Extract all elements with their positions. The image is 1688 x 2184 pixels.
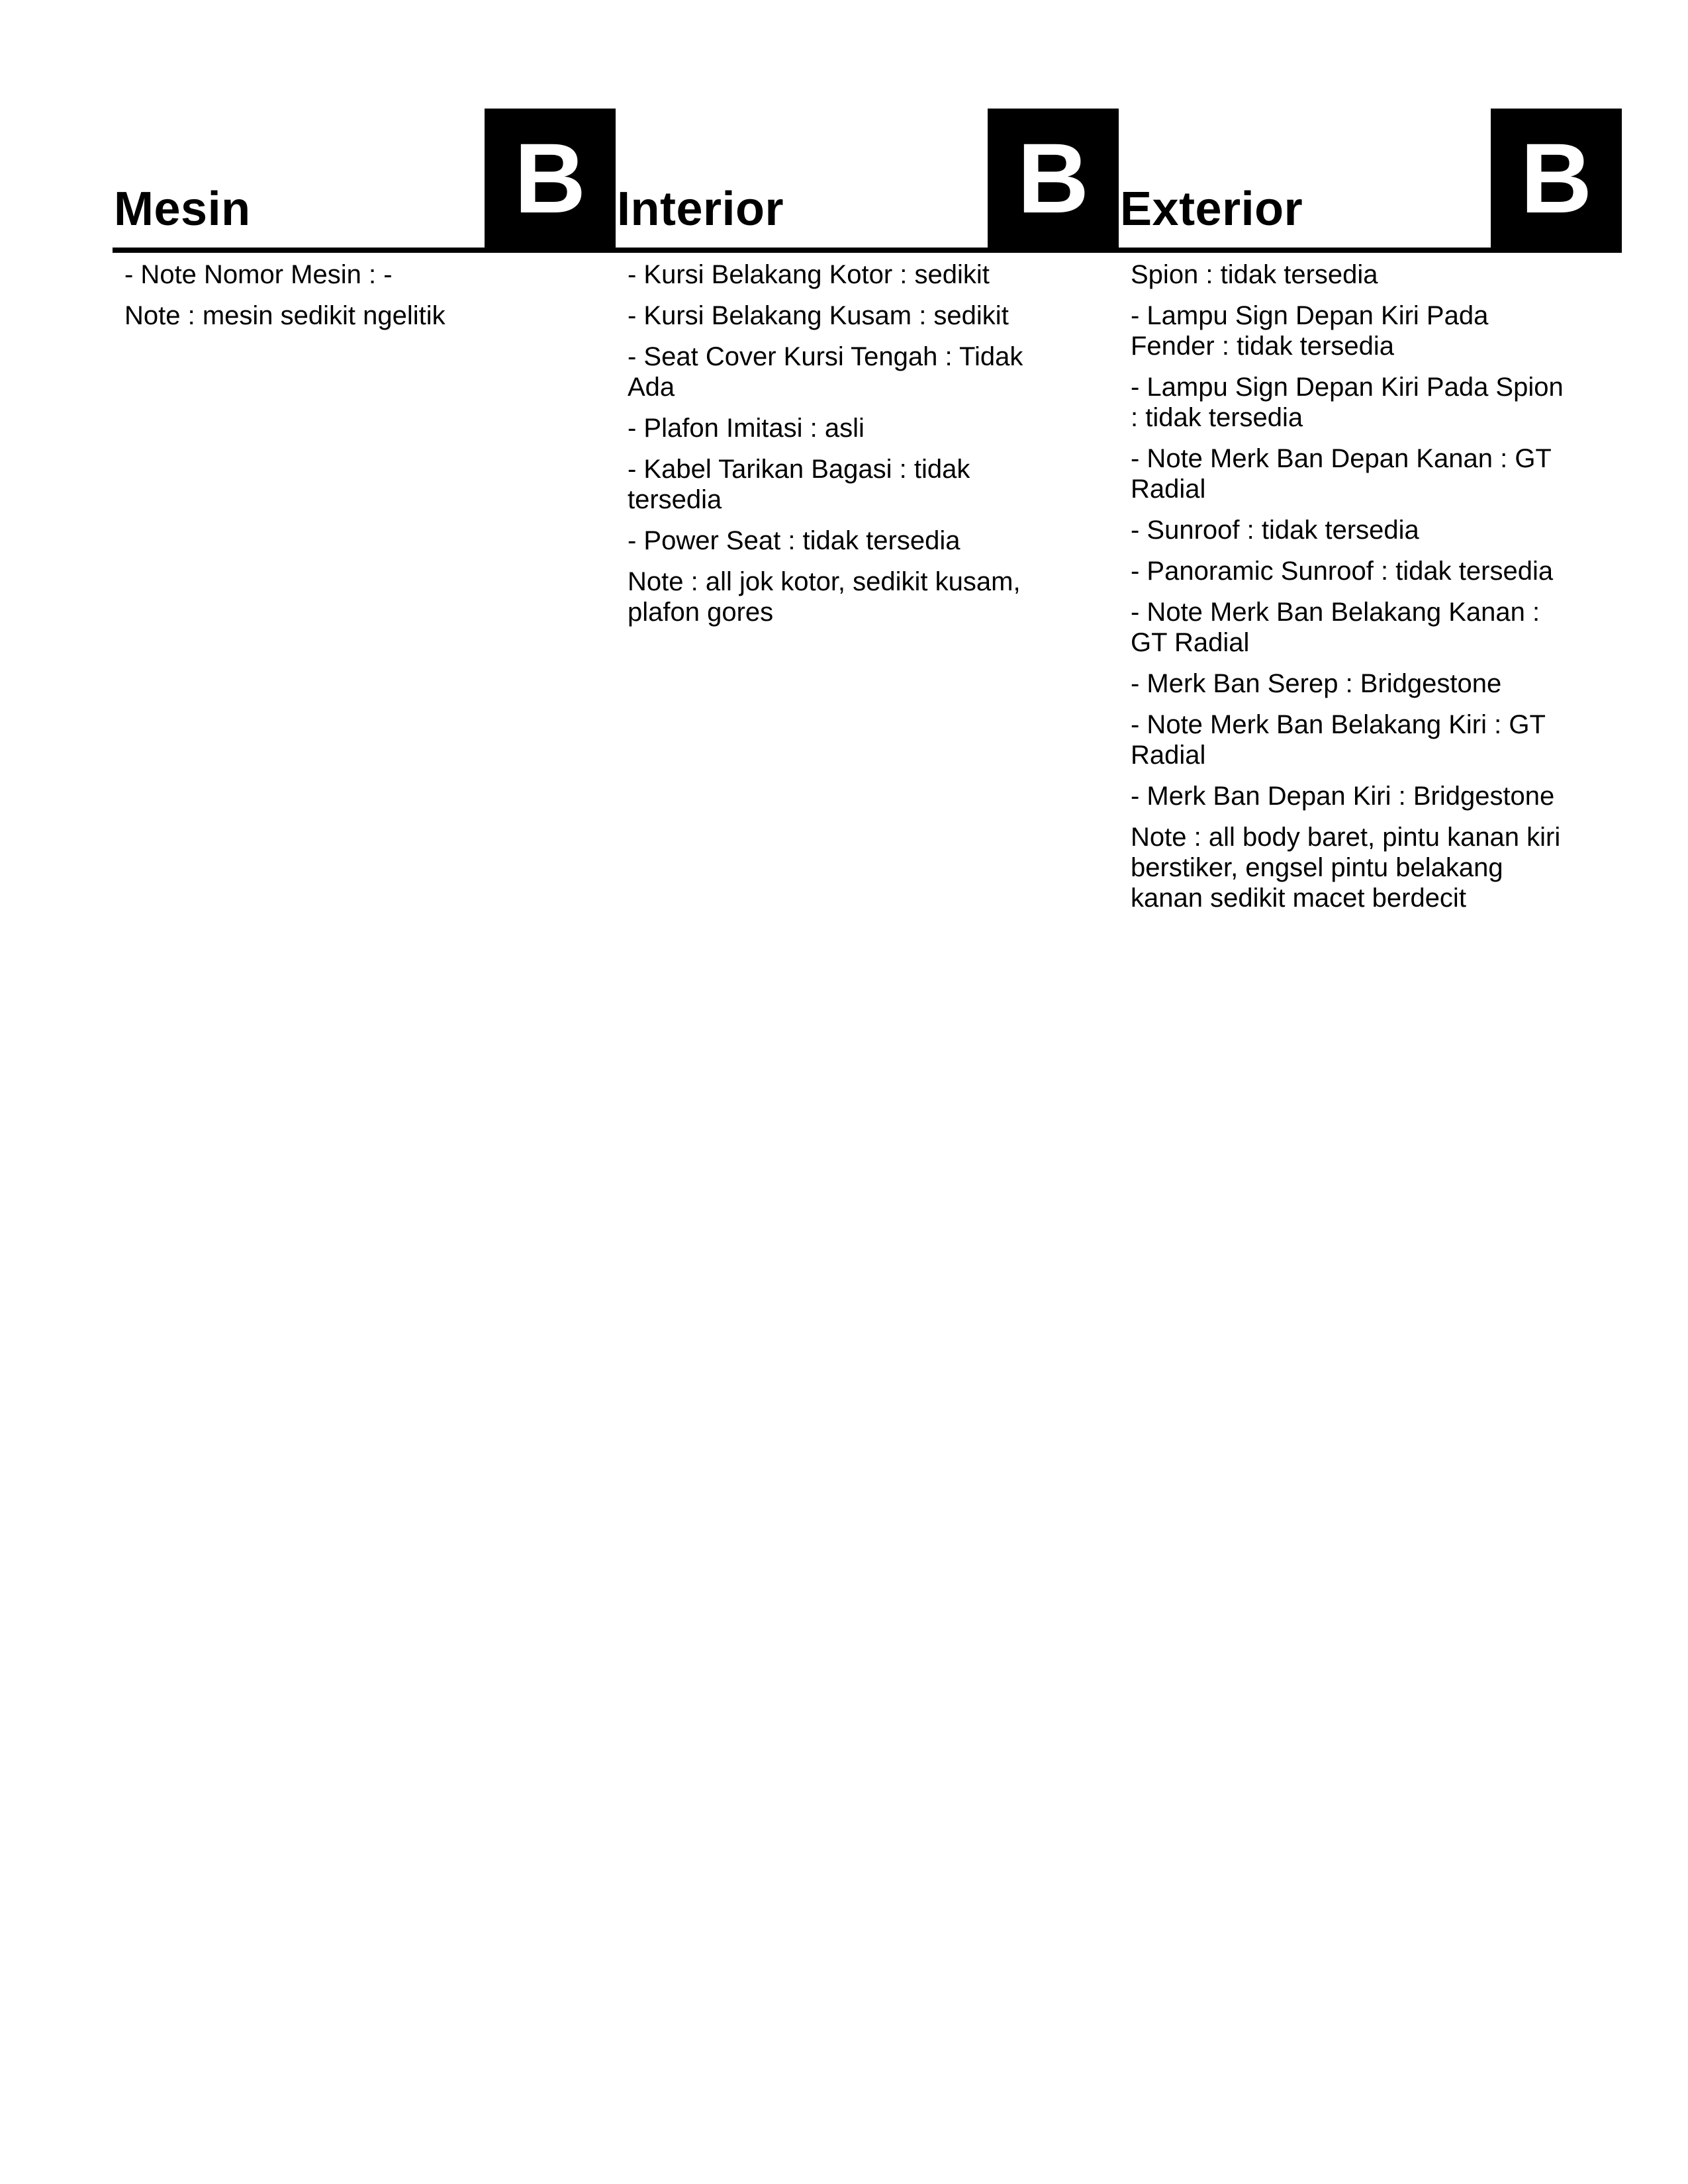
section-title: Mesin	[114, 183, 251, 236]
list-item: Spion : tidak tersedia	[1131, 260, 1378, 289]
section-title: Interior	[617, 183, 784, 236]
grade-badge	[988, 109, 1119, 248]
list-item: - Note Merk Ban Depan Kanan : GT Radial	[1131, 444, 1552, 504]
list-item: Note : all jok kotor, sedikit kusam, plafon gores	[628, 567, 1021, 627]
grade-letter: B	[1520, 122, 1593, 234]
list-item: - Merk Ban Serep : Bridgestone	[1131, 669, 1502, 698]
list-item: Note : mesin sedikit ngelitik	[124, 301, 445, 330]
list-item: - Kursi Belakang Kotor : sedikit	[628, 260, 990, 289]
item-list	[113, 259, 561, 331]
list-item: - Lampu Sign Depan Kiri Pada Fender : tidak tersedia	[1131, 301, 1489, 361]
section-header	[113, 109, 616, 253]
section-title: Exterior	[1120, 183, 1303, 236]
section-exterior	[1119, 109, 1622, 924]
list-item: - Sunroof : tidak tersedia	[1131, 516, 1419, 545]
list-item: Note : all body baret, pintu kanan kiri berstiker, engsel pintu belakang kanan sedikit macet berdecit	[1131, 823, 1561, 913]
list-item: - Merk Ban Depan Kiri : Bridgestone	[1131, 782, 1555, 811]
list-item: - Note Nomor Mesin : -	[124, 260, 393, 289]
list-item: - Lampu Sign Depan Kiri Pada Spion : tidak tersedia	[1131, 373, 1564, 432]
grade-badge	[1491, 109, 1622, 248]
section-header	[616, 109, 1119, 253]
section-mesin	[113, 109, 616, 341]
grade-badge	[485, 109, 616, 248]
list-item: - Kabel Tarikan Bagasi : tidak tersedia	[628, 455, 970, 514]
list-item: - Power Seat : tidak tersedia	[628, 526, 961, 555]
list-item: - Seat Cover Kursi Tengah : Tidak Ada	[628, 342, 1023, 402]
section-interior	[616, 109, 1119, 638]
grade-letter: B	[1017, 122, 1090, 234]
list-item: - Kursi Belakang Kusam : sedikit	[628, 301, 1009, 330]
section-header	[1119, 109, 1622, 253]
item-list	[1119, 259, 1568, 913]
list-item: - Plafon Imitasi : asli	[628, 414, 865, 443]
list-item: - Note Merk Ban Belakang Kanan : GT Radial	[1131, 598, 1540, 657]
item-list	[616, 259, 1064, 627]
grade-letter: B	[514, 122, 586, 234]
list-item: - Note Merk Ban Belakang Kiri : GT Radial	[1131, 710, 1546, 770]
list-item: - Panoramic Sunroof : tidak tersedia	[1131, 557, 1554, 586]
